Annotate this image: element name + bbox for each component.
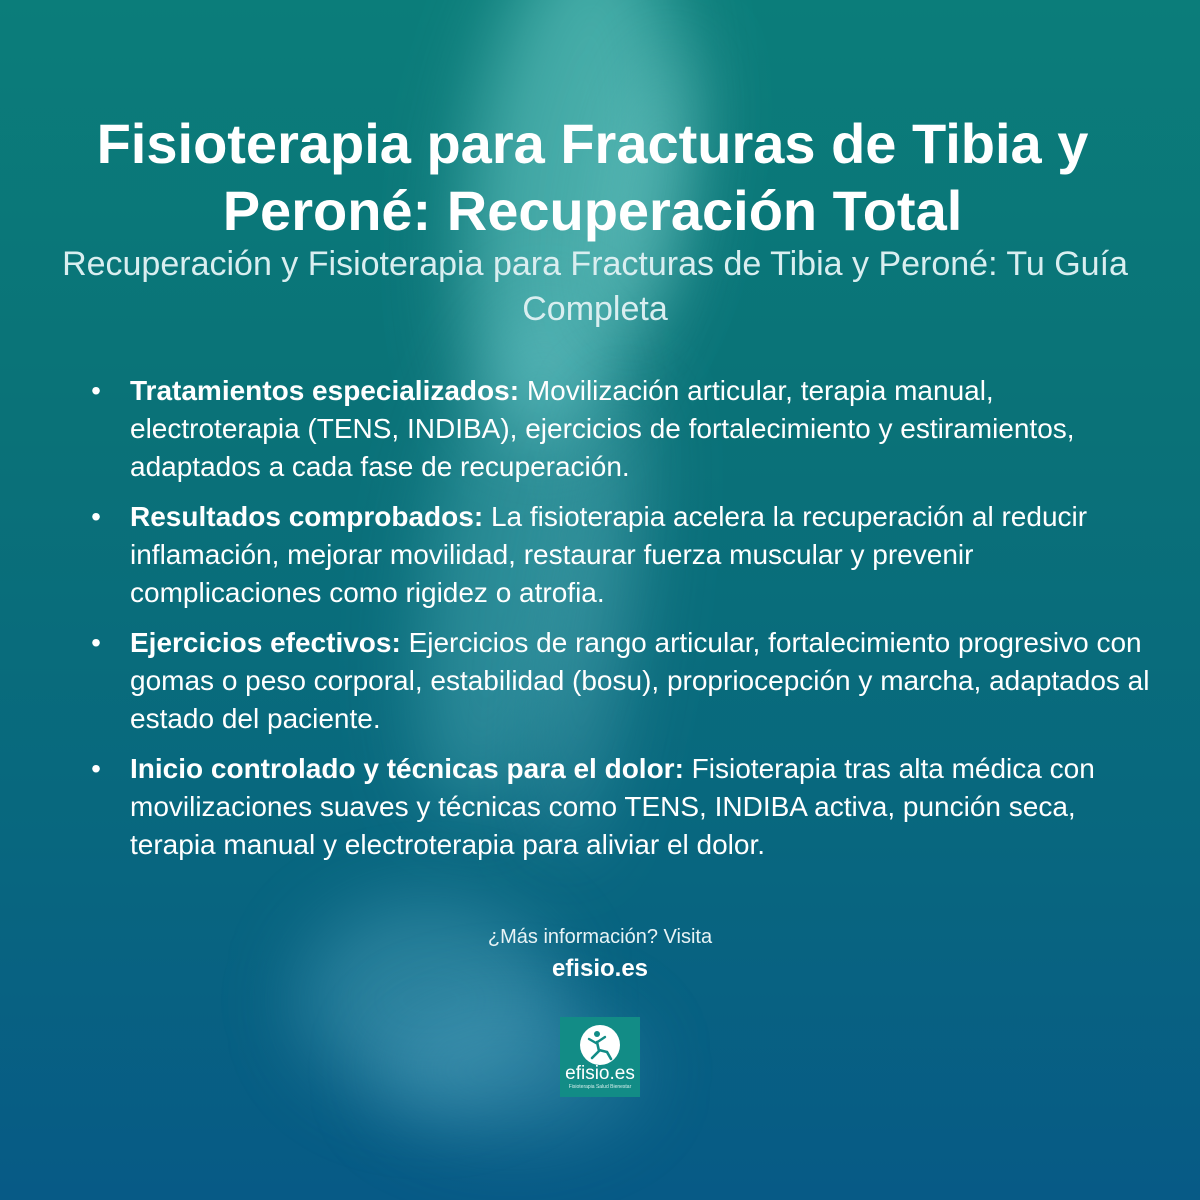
item-text: La fisioterapia acelera la recuperación al reducir inflamación, mejorar movilidad, restaurar fuerza muscular y prevenir complicaciones como rigidez o atrofia. <box>130 501 1088 608</box>
bullet-icon: • <box>91 627 101 658</box>
item-heading: Inicio controlado y técnicas para el dolor: <box>130 753 684 784</box>
logo-tagline: Fisioterapia Salud Bienestar <box>568 1084 632 1090</box>
efisio-logo <box>560 1017 640 1097</box>
more-info-text: ¿Más información? Visita <box>487 926 713 948</box>
bullet-icon: • <box>91 753 101 784</box>
list-item <box>86 750 1166 864</box>
item-text: Fisioterapia tras alta médica con movilizaciones suaves y técnicas como TENS, INDIBA activa, punción seca, terapia manual y electroterapia para aliviar el dolor. <box>130 753 1095 860</box>
physio-figure-icon <box>580 1025 620 1065</box>
list-item <box>86 498 1166 612</box>
bullet-icon: • <box>91 501 101 532</box>
item-heading: Ejercicios efectivos: <box>130 627 401 658</box>
item-heading: Tratamientos especializados: <box>130 375 520 406</box>
item-text: Movilización articular, terapia manual, electroterapia (TENS, INDIBA), ejercicios de fortalecimiento y estiramientos, adaptados a cada fase de recuperación. <box>130 375 1075 482</box>
list-item <box>86 624 1166 738</box>
page-subtitle: Recuperación y Fisioterapia para Fracturas de Tibia y Peroné: Tu Guía Completa <box>62 245 1128 328</box>
bullet-icon: • <box>91 375 101 406</box>
logo-text: efisio.es <box>565 1063 635 1084</box>
page-title: Fisioterapia para Fracturas de Tibia y Peroné: Recuperación Total <box>96 112 1089 242</box>
site-link[interactable]: efisio.es <box>551 955 649 982</box>
item-heading: Resultados comprobados: <box>130 501 484 532</box>
list-item <box>86 372 1166 486</box>
item-text: Ejercicios de rango articular, fortalecimiento progresivo con gomas o peso corporal, estabilidad (bosu), propriocepción y marcha, adaptados al estado del paciente. <box>130 627 1150 734</box>
benefits-list <box>86 372 1166 876</box>
